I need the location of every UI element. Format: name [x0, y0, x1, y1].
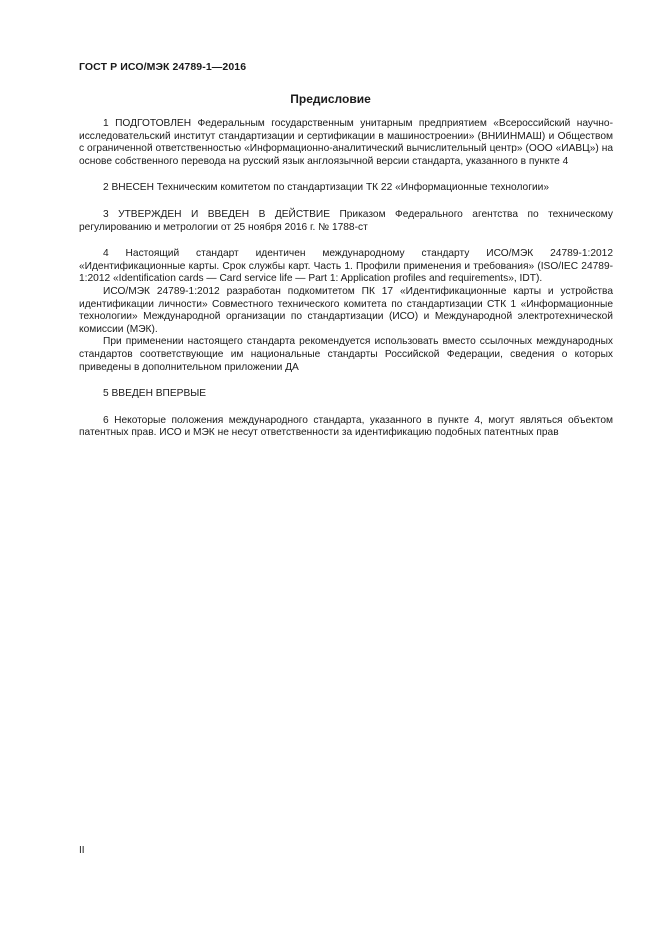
paragraph-2: 2 ВНЕСЕН Техническим комитетом по стандартизации ТК 22 «Информационные технологии» [103, 182, 549, 194]
paragraph-4-application: При применении настоящего стандарта рекомендуется использовать вместо ссылочных международных стандартов соответствующие им национальные стандарты Российской Федерации, сведения о которых приведены в дополнительном приложении ДА [79, 336, 613, 373]
foreword-body [79, 118, 613, 440]
paragraph-3: 3 УТВЕРЖДЕН И ВВЕДЕН В ДЕЙСТВИЕ Приказом Федерального агентства по техническому регулированию и метрологии от 25 ноября 2016 г. № 1788-ст [79, 208, 613, 233]
paragraph-4-developer: ИСО/МЭК 24789-1:2012 разработан подкомитетом ПК 17 «Идентификационные карты и устройства идентификации личности» Совместного технического комитета по стандартизации СТК 1 «Информационные технологии» Международной организации по стандартизации (ИСО) и Международной электротехнической комиссии (МЭК). [79, 285, 613, 335]
document-header: ГОСТ Р ИСО/МЭК 24789-1—2016 [79, 61, 247, 73]
paragraph-4: 4 Настоящий стандарт идентичен международному стандарту ИСО/МЭК 24789-1:2012 «Идентификационные карты. Срок службы карт. Часть 1. Профили применения и требования» (ISO/IEC 24789-1:2012 «Identification cards — Card service life — Part 1: Application profiles and requirements», IDT). [79, 248, 613, 285]
page-number: II [79, 845, 85, 856]
page-title: Предисловие [290, 92, 371, 106]
paragraph-5: 5 ВВЕДЕН ВПЕРВЫЕ [103, 388, 207, 400]
paragraph-6: 6 Некоторые положения международного стандарта, указанного в пункте 4, могут являться объектом патентных прав. ИСО и МЭК не несут ответственности за идентификацию подобных патентных прав [79, 414, 613, 439]
paragraph-1: 1 ПОДГОТОВЛЕН Федеральным государственным унитарным предприятием «Всероссийский научно-исследовательский институт стандартизации и сертификации в машиностроении» (ВНИИНМАШ) и Обществом с ограниченной ответственностью «Информационно-аналитический вычислительный центр» (ООО «ИАВЦ») на основе собственного перевода на русский язык англоязычной версии стандарта, указанного в пункте 4 [79, 118, 613, 167]
